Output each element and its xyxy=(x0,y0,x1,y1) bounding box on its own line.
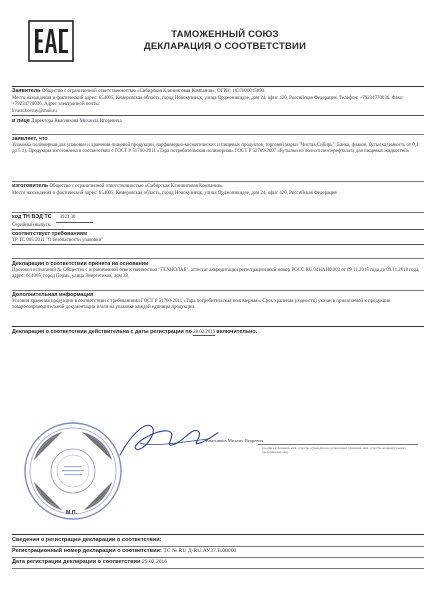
applicant-person: Директора Квасникова Михаила Игоревича xyxy=(31,119,122,125)
divider xyxy=(12,534,424,535)
divider xyxy=(12,212,424,213)
divider xyxy=(12,557,424,558)
requirements-value: ТР ТС 005/2011 "О безопасности упаковки" xyxy=(12,238,424,246)
additional-label: Дополнительная информация xyxy=(12,292,94,298)
declares-text: Упаковка полимерная для упаковки и хранения пищевой продукции, парфюмерно-косметических и пищевых продуктов, торговой марки "Чистая Сибирь": Банка, флакон, бутылка (емкость от 0,1 до 5 л). Продукция изготовлена в соответствии с ГОСТ Р 51760-2011 «Тара потребительская полимерная» ГОСТ Р 52789-2007 «Бутылки из полиэтилентерефталата для пищевых жидкостей» xyxy=(12,142,419,155)
applicant-name: Общество с ограниченной ответственностью «Сибирская Клининговая Компания», ОГРН: 1037800015890. xyxy=(41,89,266,94)
applicant-email: kvasnikovmy@mail.ru xyxy=(12,109,424,117)
declares-label: заявляет, что xyxy=(12,136,48,142)
header-line-union: ТАМОЖЕННЫЙ СОЮЗ xyxy=(171,29,279,40)
declares-section xyxy=(12,136,424,156)
tnved-section xyxy=(12,214,424,245)
validity-label: Декларация о соответствии действительна с даты регистрации по xyxy=(12,329,192,335)
signature-note: (подпись и фамилия, имя, отчество руководителя организации, (фамилия, имя, отчество индивидуального предпринимателя)) xyxy=(262,446,407,455)
series-note: Серийный выпуск. xyxy=(12,223,424,231)
divider xyxy=(12,546,424,547)
seal-mark: М.П. xyxy=(66,510,77,516)
tnved-label: код ТН ВЭД ТС xyxy=(12,214,52,220)
registration-date-label: Дата регистрации декларации о соответствии xyxy=(12,559,141,565)
basis-label: Декларация о соответствии принята на основании xyxy=(12,261,149,267)
signature-line xyxy=(258,444,418,445)
validity-label-end: включительно. xyxy=(216,329,258,335)
divider xyxy=(12,134,424,135)
manufacturer-label: изготовитель xyxy=(12,183,49,189)
divider xyxy=(12,326,424,327)
divider xyxy=(12,258,424,259)
requirements-label: соответствует требованиям xyxy=(12,231,88,238)
applicant-person-label: в лице xyxy=(12,118,30,125)
additional-section xyxy=(12,292,424,312)
tnved-code: 3923 30 xyxy=(56,215,94,223)
registration-heading: Сведения о регистрации декларации о соответствии: xyxy=(12,537,162,543)
registration-number-row xyxy=(12,548,424,555)
validity-date: 28.02.2019 xyxy=(193,330,216,335)
manufacturer-section xyxy=(12,183,424,197)
divider xyxy=(12,290,424,291)
registration-number: ТС № RU Д-RU.АУ37.В.00000 xyxy=(163,548,237,554)
applicant-section xyxy=(12,88,424,126)
page-title xyxy=(100,29,350,53)
registration-date: 29.02.2016 xyxy=(141,559,168,565)
applicant-address: Место нахождения и фактический адрес: 654005, Кемеровская область, город Новокузнецк, улица Орджоникидзе, дом 24, офис 420, Российская Федерация. Телефон: +79234770036. Факс: +79234770036. Адрес электронной почты: xyxy=(12,95,404,108)
divider xyxy=(12,181,424,182)
registration-date-row xyxy=(12,559,424,566)
basis-text: Протокол испытаний № Общество с ограниченной ответственностью "ТЕХНОЛАБ", аттестат аккредитации регистрационный номер РОСС RU.04НАН0.003 от 09.11.2015 года до 09.11.2018 года, адрес: 614065, город Пермь, улица Энергетиков, дом 38. xyxy=(12,267,420,280)
basis-section xyxy=(12,261,424,281)
company-seal xyxy=(22,420,124,522)
additional-text: Условия хранения продукции в соответствии с требованиями ГОСТ Р 51760-2011 «Тара потребительская полимерная». Срок хранения (годности) указан в прилагаемой к продукции товаросопроводительной документации и/или на упаковке каждой единицы продукции. xyxy=(12,298,391,311)
manufacturer-name: Общество с ограниченной ответственностью «Сибирская Клининговая Компания». xyxy=(49,184,224,189)
applicant-label: Заявитель xyxy=(12,88,41,94)
divider xyxy=(12,568,424,569)
validity-section xyxy=(12,329,424,337)
eac-logo xyxy=(28,20,74,62)
divider xyxy=(12,86,424,87)
manufacturer-address: Место нахождения и фактический адрес: 654005, Кемеровская область, город Новокузнецк, улица Орджоникидзе, дом 24, офис 420, Российская Федерация xyxy=(12,190,337,196)
registration-number-label: Регистрационный номер декларации о соответствии: xyxy=(12,548,162,554)
header-line-declaration: ДЕКЛАРАЦИЯ О СООТВЕТСТВИИ xyxy=(143,41,307,52)
signer-name: Квасников Михаил Игоревич xyxy=(206,438,264,443)
